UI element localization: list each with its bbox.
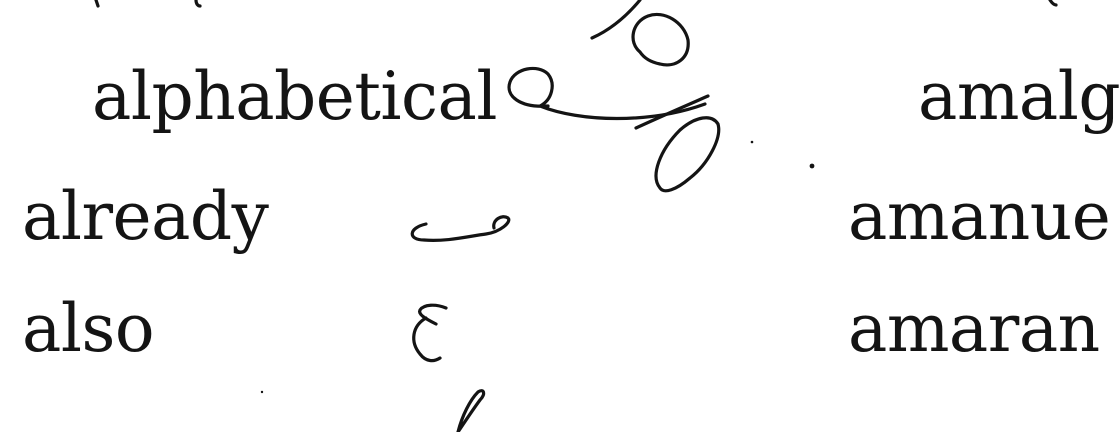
next-outline-fragment-icon [458,391,484,432]
entry-word-amaran: amaran [848,290,1100,367]
speck-dot-icon [261,391,263,393]
already-shorthand-outline-icon [412,217,509,241]
entry-word-also: also [22,290,155,367]
entry-word-amalg: amalg [918,58,1120,135]
top-fragment-mid-icon [196,0,200,6]
speck-dot-icon [810,164,815,169]
top-fragment-right-icon [1050,0,1056,5]
speck-dot-icon [751,141,754,144]
also-shorthand-outline-icon [414,305,446,360]
entry-word-alphabetical: alphabetical [92,58,497,135]
top-fragment-left-icon [96,0,98,6]
entry-word-already: already [22,178,269,255]
entry-word-amanue: amanue [848,178,1111,255]
alphabetical-shorthand-outline-icon [509,0,719,191]
